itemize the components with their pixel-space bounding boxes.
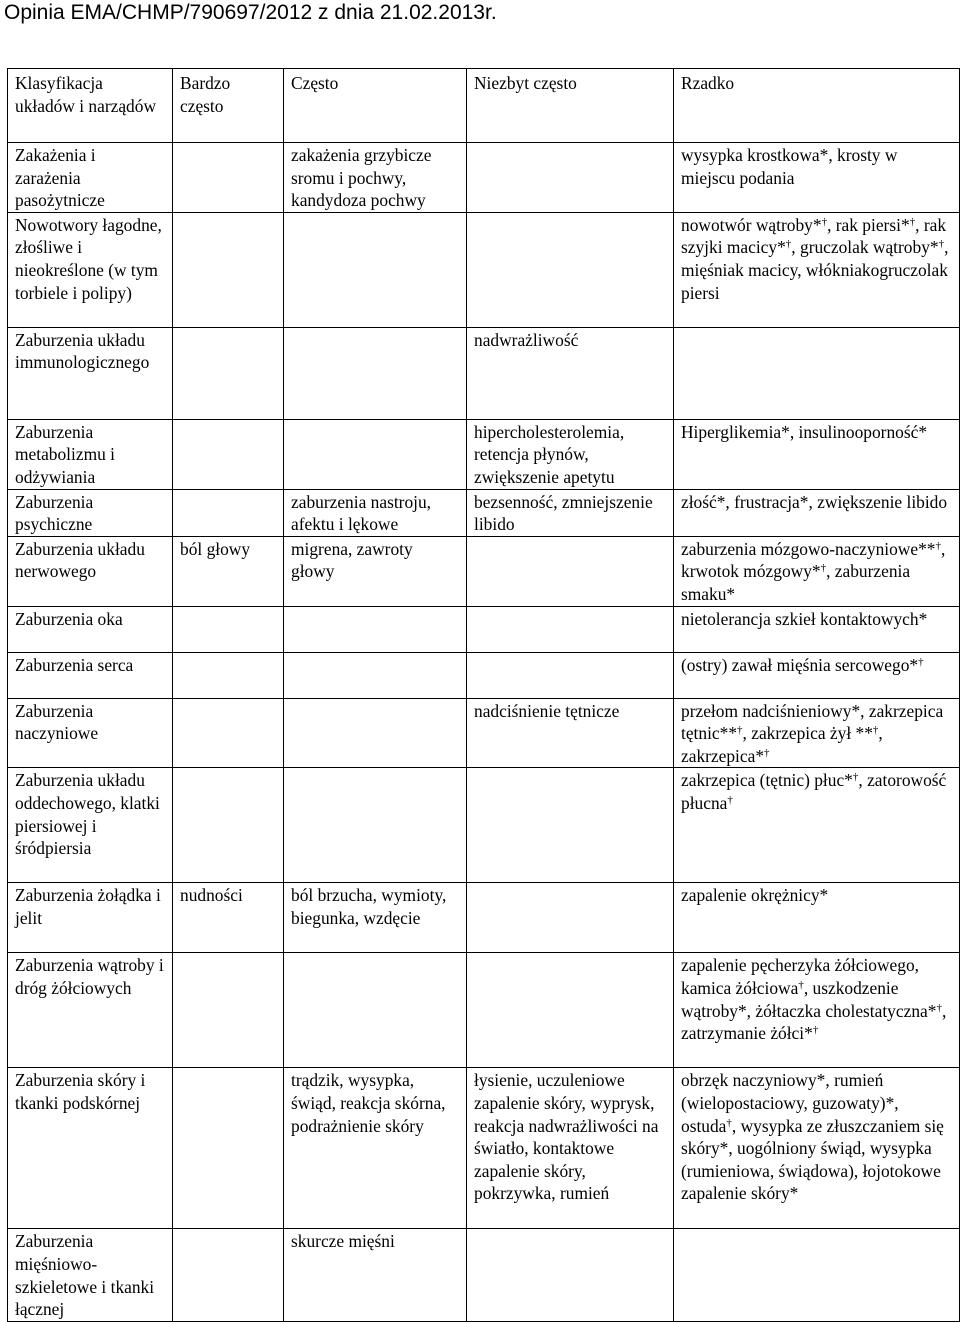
uncommon-cell: nadwrażliwość <box>467 327 674 419</box>
very-common-cell <box>173 698 284 768</box>
dagger-mark: † <box>852 771 859 784</box>
rare-cell: zakrzepica (tętnic) płuc*†, zatorowość płucna† <box>674 768 960 883</box>
rare-cell: nietolerancja szkieł kontaktowych* <box>674 606 960 652</box>
adverse-reactions-table <box>7 68 960 1322</box>
rare-cell: złość*, frustracja*, zwiększenie libido <box>674 489 960 536</box>
common-cell: ból brzucha, wymioty, biegunka, wzdęcie <box>284 883 467 953</box>
common-cell: trądzik, wysypka, świąd, reakcja skórna, podrażnienie skóry <box>284 1068 467 1229</box>
common-cell <box>284 212 467 327</box>
dagger-mark: † <box>820 562 827 575</box>
table-row <box>8 883 960 953</box>
col-header-rare: Rzadko <box>674 69 960 143</box>
organ-class-cell: Zaburzenia oka <box>8 606 173 652</box>
organ-class-cell: Zaburzenia mięśniowo-szkieletowe i tkanki łącznej <box>8 1229 173 1321</box>
common-cell <box>284 698 467 768</box>
dagger-mark: † <box>872 724 879 737</box>
table-row <box>8 652 960 698</box>
uncommon-cell: łysienie, uczuleniowe zapalenie skóry, wyprysk, reakcja nadwrażliwości na światło, kontaktowe zapalenie skóry, pokrzywka, rumień <box>467 1068 674 1229</box>
very-common-cell: ból głowy <box>173 536 284 606</box>
rare-cell: zapalenie okrężnicy* <box>674 883 960 953</box>
rare-cell: obrzęk naczyniowy*, rumień (wielopostaciowy, guzowaty)*, ostuda†, wysypka ze złuszczaniem się skóry*, uogólniony świąd, wysypka (rumieniowa, świądowa), łojotokowe zapalenie skóry* <box>674 1068 960 1229</box>
dagger-mark: † <box>737 724 743 737</box>
very-common-cell <box>173 143 284 213</box>
uncommon-cell <box>467 953 674 1068</box>
table-row <box>8 1068 960 1229</box>
dagger-mark: † <box>936 1001 942 1014</box>
uncommon-cell <box>467 652 674 698</box>
uncommon-cell <box>467 768 674 883</box>
uncommon-cell: nadciśnienie tętnicze <box>467 698 674 768</box>
dagger-mark: † <box>918 655 924 668</box>
very-common-cell <box>173 212 284 327</box>
organ-class-cell: Zaburzenia psychiczne <box>8 489 173 536</box>
organ-class-cell: Nowotwory łagodne, złośliwe i nieokreślone (w tym torbiele i polipy) <box>8 212 173 327</box>
dagger-mark: † <box>909 215 916 228</box>
organ-class-cell: Zaburzenia wątroby i dróg żółciowych <box>8 953 173 1068</box>
organ-class-cell: Zakażenia i zarażenia pasożytnicze <box>8 143 173 213</box>
table-row <box>8 953 960 1068</box>
dagger-mark: † <box>727 793 733 806</box>
very-common-cell: nudności <box>173 883 284 953</box>
organ-class-cell: Zaburzenia układu immunologicznego <box>8 327 173 419</box>
common-cell: zaburzenia nastroju, afektu i lękowe <box>284 489 467 536</box>
rare-cell: nowotwór wątroby*†, rak piersi*†, rak szyjki macicy*†, gruczolak wątroby*†, mięśniak macicy, włókniakogruczolak piersi <box>674 212 960 327</box>
uncommon-cell: bezsenność, zmniejszenie libido <box>467 489 674 536</box>
very-common-cell <box>173 606 284 652</box>
common-cell <box>284 652 467 698</box>
uncommon-cell <box>467 883 674 953</box>
table-row <box>8 327 960 419</box>
rare-cell: zapalenie pęcherzyka żółciowego, kamica żółciowa†, uszkodzenie wątroby*, żółtaczka cholestatyczna*†, zatrzymanie żółci*† <box>674 953 960 1068</box>
common-cell <box>284 768 467 883</box>
rare-cell: (ostry) zawał mięśnia sercowego*† <box>674 652 960 698</box>
very-common-cell <box>173 768 284 883</box>
dagger-mark: † <box>726 1116 732 1129</box>
col-header-organ-class: Klasyfikacja układów i narządów <box>8 69 173 143</box>
rare-cell: zaburzenia mózgowo-naczyniowe**†, krwotok mózgowy*†, zaburzenia smaku* <box>674 536 960 606</box>
dagger-mark: † <box>821 215 828 228</box>
rare-cell: wysypka krostkowa*, krosty w miejscu podania <box>674 143 960 213</box>
very-common-cell <box>173 652 284 698</box>
table-header-row <box>8 69 960 143</box>
table-row <box>8 536 960 606</box>
table-row <box>8 1229 960 1321</box>
table-row <box>8 419 960 489</box>
organ-class-cell: Zaburzenia układu oddechowego, klatki piersiowej i śródpiersia <box>8 768 173 883</box>
common-cell: skurcze mięśni <box>284 1229 467 1321</box>
table-row <box>8 698 960 768</box>
organ-class-cell: Zaburzenia naczyniowe <box>8 698 173 768</box>
very-common-cell <box>173 1068 284 1229</box>
uncommon-cell <box>467 1229 674 1321</box>
table-row <box>8 212 960 327</box>
uncommon-cell <box>467 606 674 652</box>
organ-class-cell: Zaburzenia żołądka i jelit <box>8 883 173 953</box>
very-common-cell <box>173 489 284 536</box>
common-cell <box>284 606 467 652</box>
table-body <box>8 143 960 1322</box>
col-header-common: Często <box>284 69 467 143</box>
dagger-mark: † <box>785 238 792 251</box>
table-row <box>8 143 960 213</box>
organ-class-cell: Zaburzenia serca <box>8 652 173 698</box>
dagger-mark: † <box>764 746 770 759</box>
very-common-cell <box>173 419 284 489</box>
uncommon-cell <box>467 143 674 213</box>
organ-class-cell: Zaburzenia skóry i tkanki podskórnej <box>8 1068 173 1229</box>
dagger-mark: † <box>798 978 804 991</box>
dagger-mark: † <box>935 539 941 552</box>
uncommon-cell <box>467 212 674 327</box>
common-cell <box>284 327 467 419</box>
uncommon-cell: hipercholesterolemia, retencja płynów, zwiększenie apetytu <box>467 419 674 489</box>
very-common-cell <box>173 1229 284 1321</box>
dagger-mark: † <box>812 1024 819 1037</box>
table-row <box>8 768 960 883</box>
table-row <box>8 489 960 536</box>
rare-cell <box>674 327 960 419</box>
col-header-uncommon: Niezbyt często <box>467 69 674 143</box>
organ-class-cell: Zaburzenia układu nerwowego <box>8 536 173 606</box>
common-cell <box>284 419 467 489</box>
uncommon-cell <box>467 536 674 606</box>
organ-class-cell: Zaburzenia metabolizmu i odżywiania <box>8 419 173 489</box>
rare-cell: Hiperglikemia*, insulinooporność* <box>674 419 960 489</box>
common-cell: migrena, zawroty głowy <box>284 536 467 606</box>
table-row <box>8 606 960 652</box>
document-header: Opinia EMA/CHMP/790697/2012 z dnia 21.02.2013r. <box>4 1 497 24</box>
dagger-mark: † <box>938 238 945 251</box>
common-cell <box>284 953 467 1068</box>
col-header-very-common: Bardzo często <box>173 69 284 143</box>
rare-cell: przełom nadciśnieniowy*, zakrzepica tętnic**†, zakrzepica żył **†, zakrzepica*† <box>674 698 960 768</box>
very-common-cell <box>173 327 284 419</box>
very-common-cell <box>173 953 284 1068</box>
common-cell: zakażenia grzybicze sromu i pochwy, kandydoza pochwy <box>284 143 467 213</box>
rare-cell <box>674 1229 960 1321</box>
